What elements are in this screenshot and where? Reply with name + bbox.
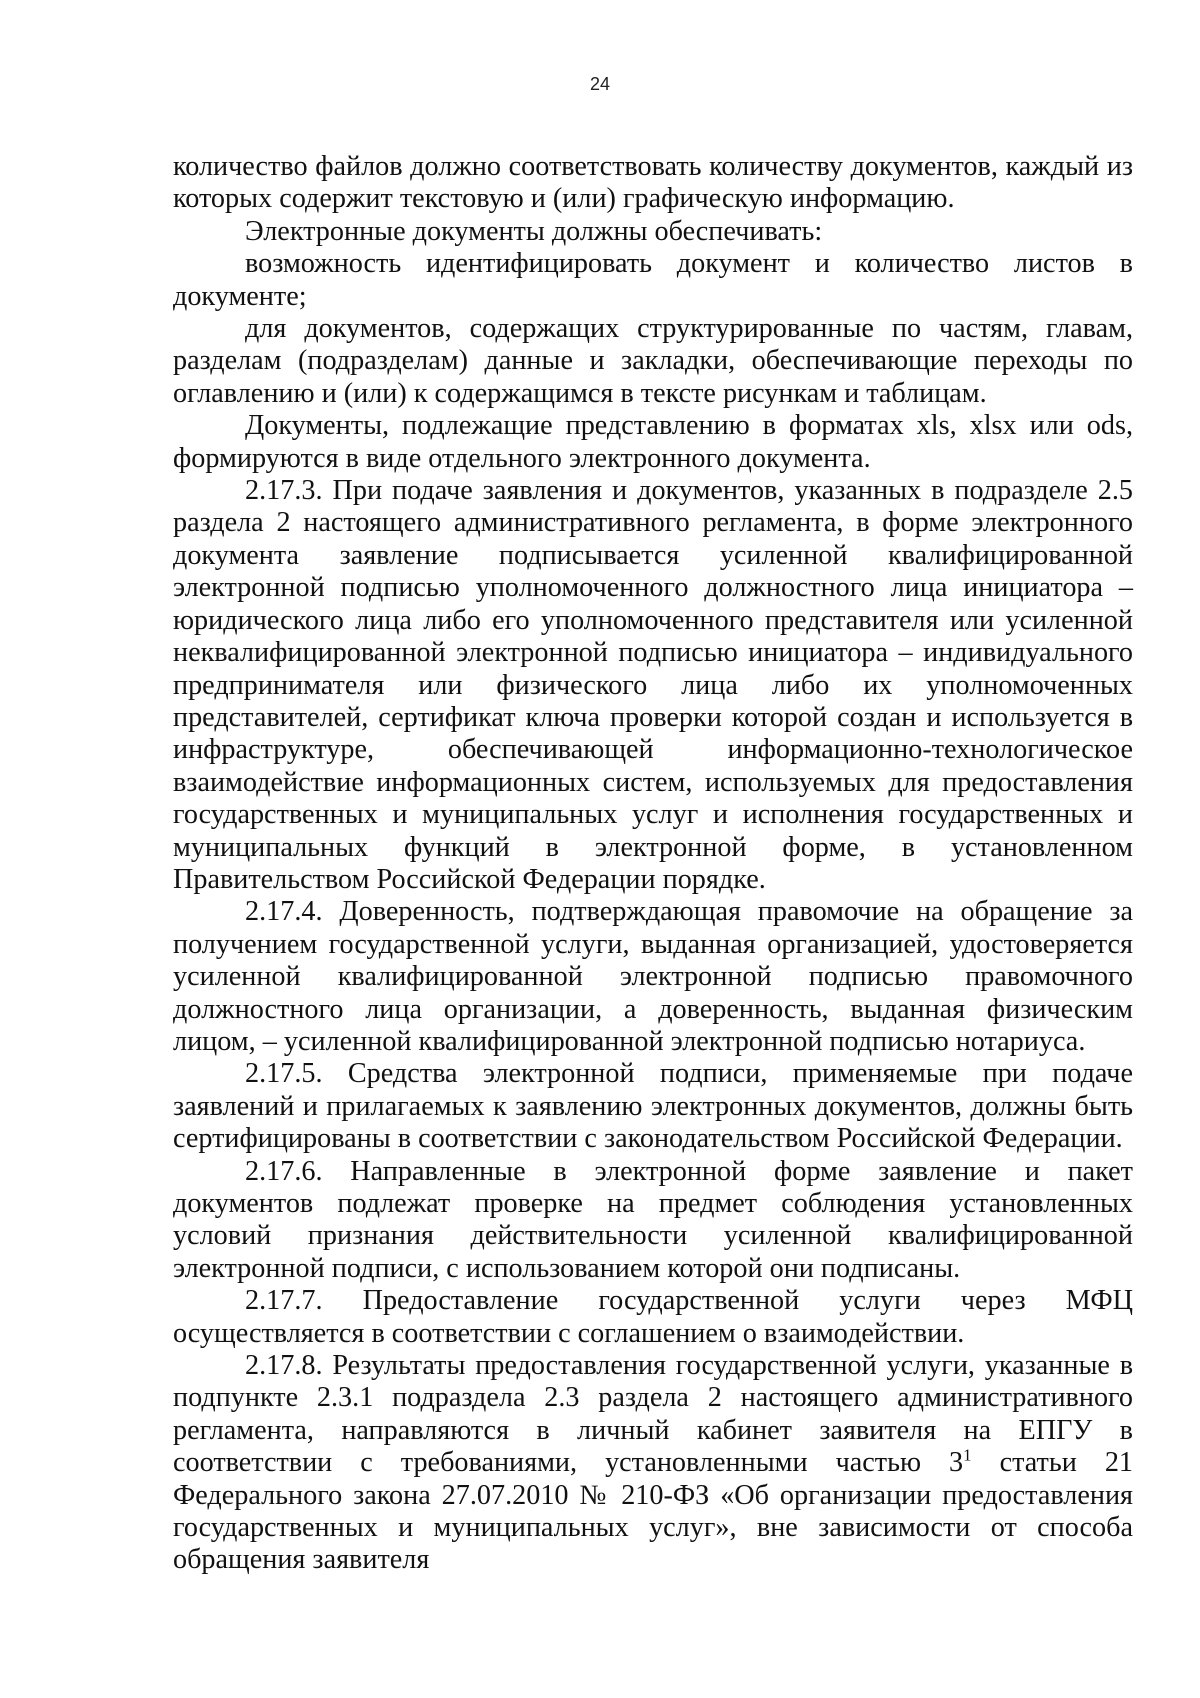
paragraph-2-17-5: 2.17.5. Средства электронной подписи, применяемые при подаче заявлений и прилагаемых к заявлению электронных документов, должны быть сертифицированы в соответствии с законодательством Российской Федерации. (173, 1058, 1133, 1155)
paragraph-2-17-8-part-2: статьи 21 Федерального закона 27.07.2010 № 210-ФЗ «Об организации предоставления государственных и муниципальных услуг», вне зависимости от способа обращения заявителя (173, 1447, 1134, 1576)
paragraph-2-17-3: 2.17.3. При подаче заявления и документов, указанных в подразделе 2.5 раздела 2 настоящего административного регламента, в форме электронного документа заявление подписывается усиленной квалифицированной электронной подписью уполномоченного должностного лица инициатора – юридического лица либо его уполномоченного представителя или усиленной неквалифицированной электронной подписью инициатора – индивидуального предпринимателя или физического лица либо их уполномоченных представителей, сертификат ключа проверки которой создан и используется в инфраструктуре, обеспечивающей информационно-технологическое взаимодействие информационных систем, используемых для предоставления государственных и муниципальных услуг и исполнения государственных и муниципальных функций в электронной форме, в установленном Правительством Российской Федерации порядке. (173, 475, 1133, 895)
paragraph-2-17-6: 2.17.6. Направленные в электронной форме заявление и пакет документов подлежат проверке на предмет соблюдения установленных условий признания действительности усиленной квалифицированной электронной подписи, с использованием которой они подписаны. (173, 1155, 1133, 1284)
paragraph-2-17-8 (173, 1350, 1133, 1577)
paragraph-identify-document: возможность идентифицировать документ и количество листов в документе; (173, 248, 1133, 312)
paragraph-2-17-7: 2.17.7. Предоставление государственной услуги через МФЦ осуществляется в соответствии с соглашением о взаимодействии. (173, 1285, 1133, 1349)
paragraph-structured-documents: для документов, содержащих структурированные по частям, главам, разделам (подразделам) данные и закладки, обеспечивающие переходы по оглавлению и (или) к содержащимся в тексте рисункам и таблицам. (173, 313, 1133, 409)
paragraph-files-count: количество файлов должно соответствовать количеству документов, каждый из которых содержит текстовую и (или) графическую информацию. (173, 151, 1133, 215)
document-body (173, 151, 1133, 1577)
superscript-part-number: 1 (963, 1445, 972, 1465)
paragraph-electronic-docs-requirements: Электронные документы должны обеспечивать: (245, 215, 823, 247)
paragraph-2-17-4: 2.17.4. Доверенность, подтверждающая правомочие на обращение за получением государственной услуги, выданная организацией, удостоверяется усиленной квалифицированной электронной подписью правомочного должностного лица организации, а доверенность, выданная физическим лицом, – усиленной квалифицированной электронной подписью нотариуса. (173, 896, 1133, 1057)
paragraph-spreadsheet-formats: Документы, подлежащие представлению в форматах xls, xlsx или ods, формируются в виде отдельного электронного документа. (173, 410, 1133, 474)
page-number: 24 (589, 74, 611, 94)
paragraph-2-17-8-part-1: 2.17.8. Результаты предоставления государственной услуги, указанные в подпункте 2.3.1 подраздела 2.3 раздела 2 настоящего административного регламента, направляются в личный кабинет заявителя на ЕПГУ в соответствии с требованиями, установленными частью 3 (173, 1350, 1133, 1479)
